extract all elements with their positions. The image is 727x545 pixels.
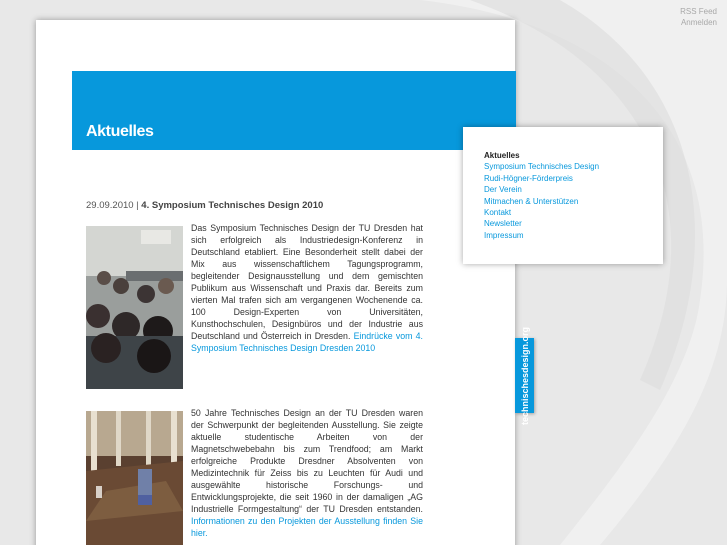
top-links	[680, 6, 717, 28]
header-banner	[72, 71, 516, 150]
post-date: 29.09.2010 |	[86, 200, 139, 211]
page-title: Aktuelles	[86, 123, 154, 140]
nav-item-newsletter[interactable]: Newsletter	[484, 219, 522, 229]
exhibition-hall-image	[86, 411, 183, 545]
nav-item-impressum[interactable]: Impressum	[484, 230, 524, 240]
post-title[interactable]: 4. Symposium Technisches Design 2010	[141, 200, 324, 211]
site-name-tab[interactable]	[515, 326, 534, 425]
nav-item-mitmachen[interactable]: Mitmachen & Unterstützen	[484, 196, 579, 206]
exhibition-projects-link[interactable]: Informationen zu den Projekten der Ausstellung finden Sie hier.	[191, 516, 423, 538]
symposium-impressions-link[interactable]: Eindrücke vom 4. Symposium Technisches Design Dresden 2010	[191, 331, 423, 353]
article-body: 50 Jahre Technisches Design an der TU Dresden waren der Schwerpunkt der begleitenden Ausstellung. Sie zeigte aktuelle studentische Arbeiten von der Magnetschwebebahn bis zum Trendfood; am Markt erfolgreiche Produkte Dresdner Absolventen von Medizintechnik für Zeiss bis zu Leuchten für Audi und ausgewählte historische Forschungs- und Entwicklungsprojekte, die seit 1960 in der damaligen „AG Industrielle Formgestaltung“ der TU Dresden entstanden.	[191, 408, 423, 514]
site-name-label: technischesdesign.org	[519, 326, 530, 425]
nav-item-verein[interactable]: Der Verein	[484, 185, 522, 195]
nav-item-kontakt[interactable]: Kontakt	[484, 208, 512, 218]
post-header	[86, 200, 323, 211]
content-page	[36, 20, 515, 545]
nav-item-symposium[interactable]: Symposium Technisches Design	[484, 162, 600, 172]
symposium-audience-image	[86, 226, 183, 389]
login-link[interactable]: Anmelden	[680, 18, 717, 27]
article-body: Das Symposium Technisches Design der TU Dresden hat sich erfolgreich als Industriedesign-Konferenz in Deutschland etabliert. Eine Besonderheit stellt dabei der Mix aus wissenschaftlichem Tagungsprogramm, begleitender Designausstellung und dem gemischten Publikum aus Wissenschaft und Praxis dar. Bereits zum vierten Mal trafen sich am vergangenen Wochenende ca. 100 Design-Experten von Universitäten, Kunsthochschulen, Designbüros und der Industrie aus Deutschland und Österreich in Dresden.	[191, 223, 423, 341]
rss-feed-link[interactable]: RSS Feed	[680, 7, 717, 16]
nav-item-foerderpreis[interactable]: Rudi-Högner-Förderpreis	[484, 173, 573, 183]
article-text-2	[191, 407, 423, 539]
sidebar-nav	[463, 127, 663, 264]
nav-item-aktuelles[interactable]: Aktuelles	[484, 151, 520, 160]
article-text-1	[191, 222, 423, 354]
